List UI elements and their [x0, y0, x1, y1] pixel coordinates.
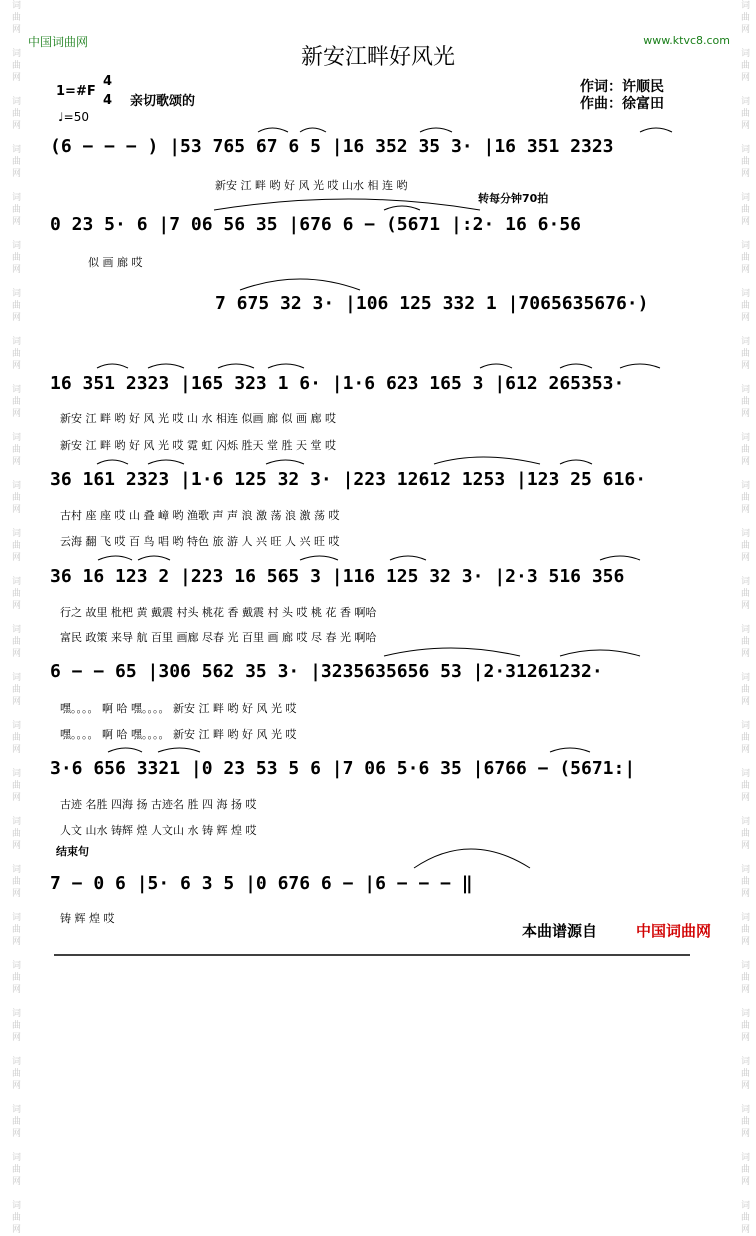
expression-mark: 亲切歌颂的 — [130, 94, 196, 109]
staff-row: 36 16 123 2 |223 16 565 3 |116 125 32 3· |2·3 516 356 — [50, 566, 625, 587]
lyric-line: 嘿。。。。 啊 哈 嘿。。。。 新安 江 畔 哟 好 风 光 哎 — [60, 728, 297, 741]
tie — [258, 128, 288, 132]
tie — [640, 128, 672, 132]
slur — [240, 279, 360, 290]
watermark-right: 词 曲 网 词 曲 网 词 曲 网 词 曲 网 词 曲 网 词 曲 网 词 曲 网 词 曲 网 词 曲 网 词 曲 网 词 曲 网 词 曲 网 词 曲 网 词 曲 网 词 曲 网 词 曲 网 词 曲 网 词 曲 网 词 曲 网 词 曲 网 词 曲 网 词 曲 网 词 曲 网 词 曲 网 词 曲 网 词 曲 网 — [740, 1, 750, 1235]
tempo-mark: ♩=50 — [58, 110, 89, 124]
slur — [560, 650, 640, 656]
tie — [384, 206, 420, 210]
tie — [420, 128, 452, 132]
staff-row: 0 23 5· 6 |7 06 56 35 |676 6 − (5671 |:2· 16 6·56 — [50, 214, 582, 235]
tie — [98, 556, 132, 560]
tie — [300, 556, 338, 560]
lyric-line: 行之 故里 枇杷 黄 戴震 村头 桃花 香 戴震 村 头 哎 桃 花 香 啊哈 — [60, 606, 377, 619]
staff-row: (6 − − − ) |53 765 67 6 5 |16 352 35 3· |16 351 2323 — [50, 136, 614, 157]
tie — [560, 364, 592, 368]
watermark-left: 词 曲 网 词 曲 网 词 曲 网 词 曲 网 词 曲 网 词 曲 网 词 曲 网 词 曲 网 词 曲 网 词 曲 网 词 曲 网 词 曲 网 词 曲 网 词 曲 网 词 曲 网 词 曲 网 词 曲 网 词 曲 网 词 曲 网 词 曲 网 词 曲 网 词 曲 网 词 曲 网 词 曲 网 词 曲 网 词 曲 网 — [12, 1, 22, 1235]
lyric-line: 人文 山水 铸辉 煌 人文山 水 铸 辉 煌 哎 — [60, 824, 257, 837]
tie — [97, 364, 128, 368]
tie — [390, 556, 426, 560]
composer-credit: 作曲：徐富田 — [580, 96, 664, 112]
lyric-line: 新安 江 畔 哟 好 风 光 哎 霓 虹 闪烁 胜天 堂 胜 天 堂 哎 — [60, 439, 336, 452]
slur — [384, 648, 520, 656]
lyric-line: 新安 江 畔 哟 好 风 光 哎 山 水 相连 似画 廊 似 画 廊 哎 — [60, 412, 336, 425]
tie — [480, 364, 512, 368]
tie — [97, 460, 128, 464]
lyric-line: 嘿。。。。 啊 哈 嘿。。。。 新安 江 畔 哟 好 风 光 哎 — [60, 702, 297, 715]
footer-source-label: 本曲谱源自 — [522, 922, 598, 940]
footer-site-link[interactable]: 中国词曲网 — [636, 922, 712, 940]
tie — [300, 128, 326, 132]
staff-row: 7 675 32 3· |106 125 332 1 |7065635676·) — [215, 293, 649, 314]
site-logo-text[interactable]: 中国词曲网 — [28, 35, 89, 49]
lyricist-credit: 作词：许顺民 — [580, 79, 664, 95]
lyric-line: 新安 江 畔 哟 好 风 光 哎 山水 相 连 哟 — [215, 179, 408, 192]
staff-row: 36 161 2323 |1·6 125 32 3· |223 12612 1253 |123 25 616· — [50, 469, 647, 490]
slur — [434, 457, 540, 464]
site-url[interactable]: www.ktvc8.com — [643, 34, 730, 47]
key-signature: 1=#F — [56, 84, 96, 99]
ending-label: 结束句 — [56, 845, 89, 858]
tie — [266, 460, 304, 464]
time-signature-top: 4 — [103, 74, 113, 89]
tie — [218, 364, 254, 368]
lyric-line: 似 画 廊 哎 — [88, 256, 143, 269]
tie — [600, 556, 640, 560]
staff-row: 6 − − 65 |306 562 35 3· |3235635656 53 |2·31261232· — [50, 661, 603, 682]
tie — [620, 364, 660, 368]
tie — [550, 748, 590, 752]
song-title: 新安江畔好风光 — [300, 45, 455, 70]
time-signature-bottom: 4 — [103, 93, 113, 108]
lyric-line: 富民 政策 来导 航 百里 画廊 尽春 光 百里 画 廊 哎 尽 春 光 啊哈 — [60, 631, 377, 644]
tie — [138, 556, 170, 560]
tie — [560, 460, 592, 464]
lyric-line: 古村 座 座 哎 山 叠 嶂 哟 渔歌 声 声 浪 激 荡 浪 激 荡 哎 — [60, 509, 340, 522]
staff-row: 16 351 2323 |165 323 1 6· |1·6 623 165 3 |612 265353· — [50, 373, 625, 394]
tempo-change-mark: 转每分钟70拍 — [478, 192, 549, 205]
lyric-line: 古迹 名胜 四海 扬 古迹名 胜 四 海 扬 哎 — [60, 798, 257, 811]
staff-row: 3·6 656 3321 |0 23 53 5 6 |7 06 5·6 35 |6766 − (5671:| — [50, 758, 636, 779]
slur — [214, 199, 480, 210]
tie — [268, 364, 304, 368]
tie — [108, 748, 142, 752]
lyric-line: 云海 翻 飞 哎 百 鸟 唱 哟 特色 旅 游 人 兴 旺 人 兴 旺 哎 — [60, 535, 340, 548]
staff-row: 7 − 0 6 |5· 6 3 5 |0 676 6 − |6 − − − ‖ — [50, 873, 473, 894]
lyric-line: 铸 辉 煌 哎 — [60, 912, 115, 925]
tie — [158, 748, 200, 752]
tie — [148, 460, 184, 464]
slur — [414, 849, 530, 868]
tie — [148, 364, 184, 368]
